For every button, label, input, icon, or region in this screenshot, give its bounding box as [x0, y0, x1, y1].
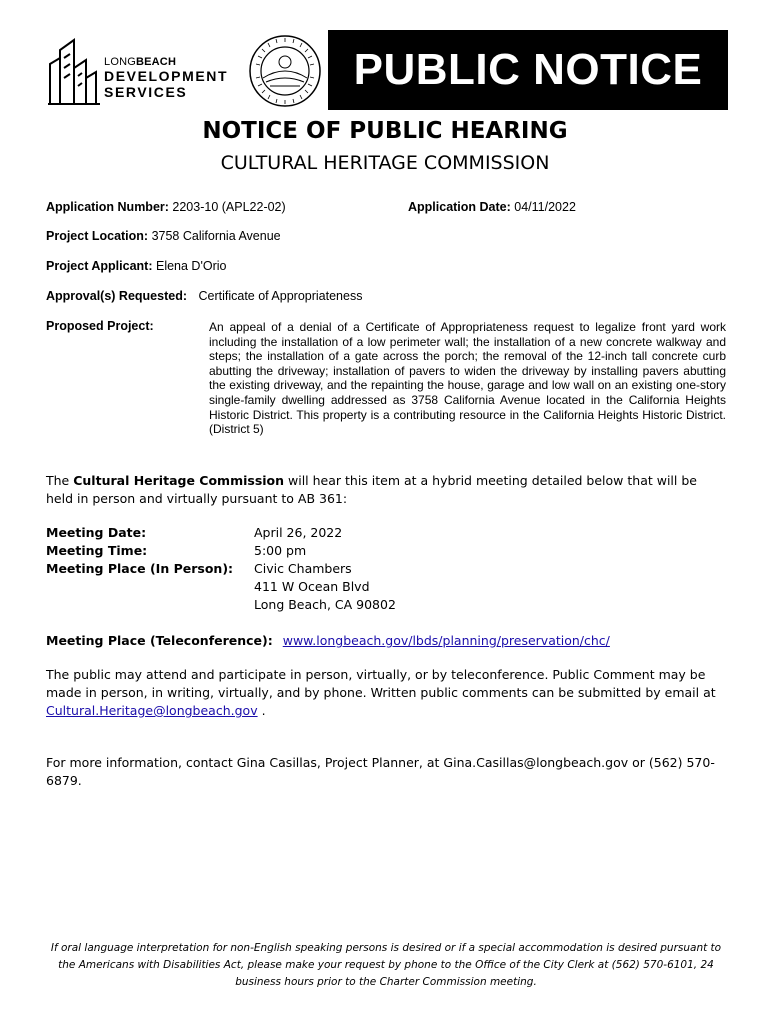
- city-seal-icon: [248, 34, 322, 108]
- application-date-value: 04/11/2022: [514, 200, 576, 214]
- public-participation: [46, 666, 726, 720]
- project-location: [46, 229, 281, 243]
- meeting-date-value: April 26, 2022: [254, 525, 343, 540]
- application-number-label: Application Number:: [46, 200, 169, 214]
- public-participation-end: .: [257, 703, 266, 718]
- approvals-requested-label: Approval(s) Requested:: [46, 289, 187, 303]
- application-number-value: 2203-10 (APL22-02): [172, 200, 286, 214]
- hearing-intro: [46, 472, 726, 508]
- contact-info: For more information, contact Gina Casillas, Project Planner, at Gina.Casillas@longbeach.gov or (562) 570-6879.: [46, 755, 715, 788]
- city-buildings-icon: [46, 38, 102, 108]
- proposed-project-label-wrap: [46, 319, 154, 333]
- approvals-requested-value: Certificate of Appropriateness: [198, 289, 363, 303]
- meeting-place-line3: Long Beach, CA 90802: [254, 597, 396, 612]
- meeting-date-label: Meeting Date:: [46, 525, 147, 540]
- meeting-place-line1: Civic Chambers: [254, 561, 352, 576]
- application-date: [408, 200, 576, 214]
- logo-city-beach: BEACH: [135, 56, 177, 68]
- cultural-heritage-email-link[interactable]: Cultural.Heritage@longbeach.gov: [46, 703, 258, 718]
- application-number: [46, 200, 286, 214]
- intro-commission: Cultural Heritage Commission: [73, 473, 285, 488]
- logo-services: SERVICES: [104, 84, 188, 100]
- intro-post: will hear this item at a hybrid meeting detailed below that will be held in person and virtually pursuant to AB 361:: [46, 473, 697, 506]
- long-beach-development-services-logo: [46, 38, 236, 108]
- project-applicant-label: Project Applicant:: [46, 259, 153, 273]
- teleconference-link[interactable]: www.longbeach.gov/lbds/planning/preservation/chc/: [282, 633, 610, 648]
- proposed-project-label: Proposed Project:: [46, 319, 154, 333]
- page-subtitle: CULTURAL HERITAGE COMMISSION: [220, 152, 550, 174]
- logo-development: DEVELOPMENT: [104, 68, 229, 84]
- meeting-time-label: Meeting Time:: [46, 543, 148, 558]
- project-applicant: [46, 259, 226, 273]
- page-title: NOTICE OF PUBLIC HEARING: [202, 118, 568, 144]
- logo-city-long: LONG: [104, 56, 136, 68]
- intro-pre: The: [46, 473, 74, 488]
- project-location-label: Project Location:: [46, 229, 149, 243]
- proposed-project-description: An appeal of a denial of a Certificate of Appropriateness request to legalize front yard work including the installation of a low perimeter wall; the installation of a new concrete walkway and steps; the installation of a gate across the porch; the removal of the 12-inch tall concrete curb abutting the driveway; installation of pavers to widen the driveway by installing pavers abutting the existing driveway, and the repainting the house, garage and low wall on an existing one-story single-family dwelling addressed as 3758 California Avenue located in the California Heights Historic District. This property is a contributing resource in the California Heights Historic District. (District 5): [209, 320, 726, 437]
- meeting-place-line2: 411 W Ocean Blvd: [254, 579, 370, 594]
- teleconference-row: [46, 632, 610, 650]
- application-date-label: Application Date:: [408, 200, 511, 214]
- approvals-requested: [46, 289, 362, 303]
- public-notice-banner: PUBLIC NOTICE: [328, 30, 728, 110]
- project-applicant-value: Elena D'Orio: [155, 259, 227, 273]
- meeting-place-label: Meeting Place (In Person):: [46, 561, 234, 576]
- project-location-value: 3758 California Avenue: [151, 229, 281, 243]
- ada-footer-note: If oral language interpretation for non-English speaking persons is desired or if a special accommodation is desired pursuant to the Americans with Disabilities Act, please make your request by phone to the Office of the City Clerk at (562) 570-6101, 24 business hours prior to the Charter Commission meeting.: [50, 942, 722, 988]
- teleconference-label: Meeting Place (Teleconference):: [46, 633, 273, 648]
- public-participation-text: The public may attend and participate in person, virtually, or by teleconference. Public Comment may be made in person, in writing, virtually, and by phone. Written public comments can be submitted by email at: [46, 667, 716, 700]
- meeting-time-value: 5:00 pm: [254, 543, 307, 558]
